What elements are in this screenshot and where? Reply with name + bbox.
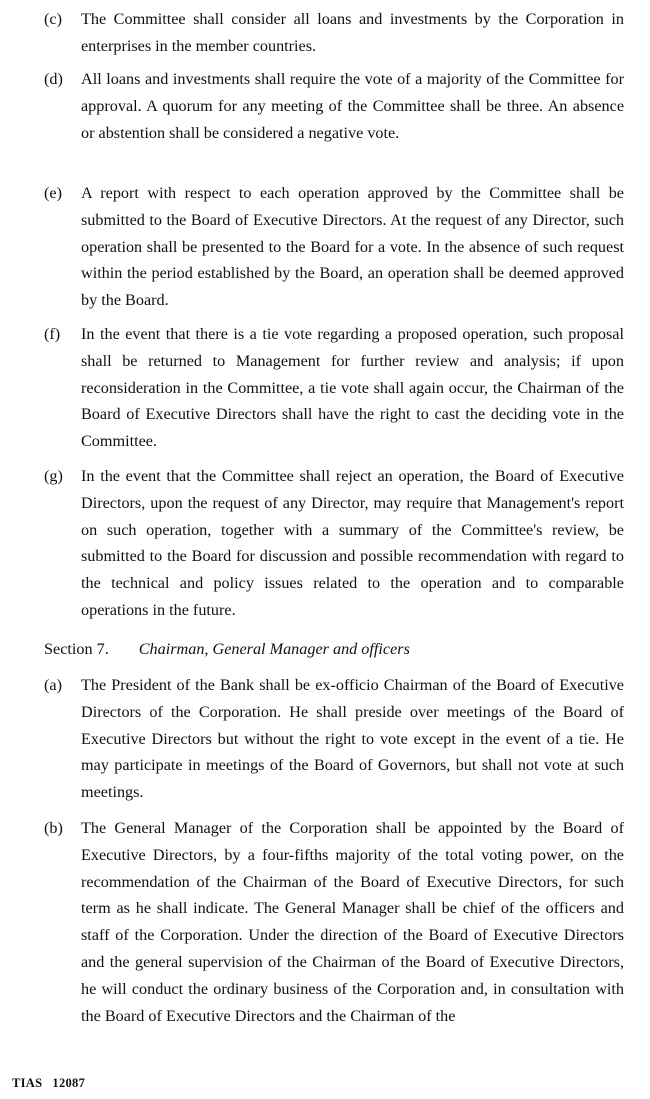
- paragraph-f: [44, 321, 624, 455]
- paragraph-text: The Committee shall consider all loans and investments by the Corporation in enterprises in the member countries.: [81, 10, 624, 55]
- paragraph-marker: (e): [44, 184, 62, 202]
- page-footer: [12, 1076, 85, 1091]
- paragraph-e: [44, 180, 624, 314]
- footer-number: 12087: [52, 1076, 86, 1090]
- paragraph-marker: (g): [44, 467, 63, 485]
- paragraph-text: The General Manager of the Corporation shall be appointed by the Board of Executive Directors, by a four-fifths majority of the total voting power, on the recommendation of the Chairman of the Board of Executive Directors, for such term as he shall indicate. The General Manager shall be chief of the officers and staff of the Corporation. Under the direction of the Board of Executive Directors and the general supervision of the Chairman of the Board of Executive Directors, he will conduct the ordinary business of the Corporation and, in consultation with the Board of Executive Directors and the Chairman of the: [81, 819, 624, 1025]
- paragraph-c: [44, 6, 624, 60]
- paragraph-b: [44, 815, 624, 1029]
- paragraph-marker: (b): [44, 819, 63, 837]
- section-number: Section 7.: [44, 640, 109, 658]
- paragraph-text: A report with respect to each operation approved by the Committee shall be submitted to the Board of Executive Directors. At the request of any Director, such operation shall be presented to the Board for a vote. In the absence of such request within the period established by the Board, an operation shall be deemed approved by the Board.: [81, 184, 624, 310]
- footer-series: TIAS: [12, 1076, 43, 1090]
- paragraph-text: In the event that the Committee shall reject an operation, the Board of Executive Directors, upon the request of any Director, may require that Management's report on such operation, together with a summary of the Committee's review, be submitted to the Board for discussion and possible recommendation with regard to the technical and policy issues related to the operation and to comparable operations in the future.: [81, 467, 624, 619]
- paragraph-marker: (c): [44, 10, 62, 28]
- paragraph-marker: (d): [44, 70, 63, 88]
- section-heading: [44, 636, 410, 662]
- section-title: Chairman, General Manager and officers: [138, 640, 410, 658]
- paragraph-marker: (a): [44, 676, 62, 694]
- paragraph-d: [44, 66, 624, 146]
- paragraph-text: The President of the Bank shall be ex-officio Chairman of the Board of Executive Directors of the Corporation. He shall preside over meetings of the Board of Executive Directors but without the right to vote except in the event of a tie. He may participate in meetings of the Board of Governors, but shall not vote at such meetings.: [81, 676, 624, 802]
- paragraph-marker: (f): [44, 325, 61, 343]
- paragraph-text: In the event that there is a tie vote regarding a proposed operation, such proposal shall be returned to Management for further review and analysis; if upon reconsideration in the Committee, a tie vote shall again occur, the Chairman of the Board of Executive Directors shall have the right to cast the deciding vote in the Committee.: [81, 325, 624, 451]
- paragraph-a: [44, 672, 624, 806]
- paragraph-text: All loans and investments shall require the vote of a majority of the Committee for approval. A quorum for any meeting of the Committee shall be three. An absence or abstention shall be considered a negative vote.: [81, 70, 624, 142]
- paragraph-g: [44, 463, 624, 624]
